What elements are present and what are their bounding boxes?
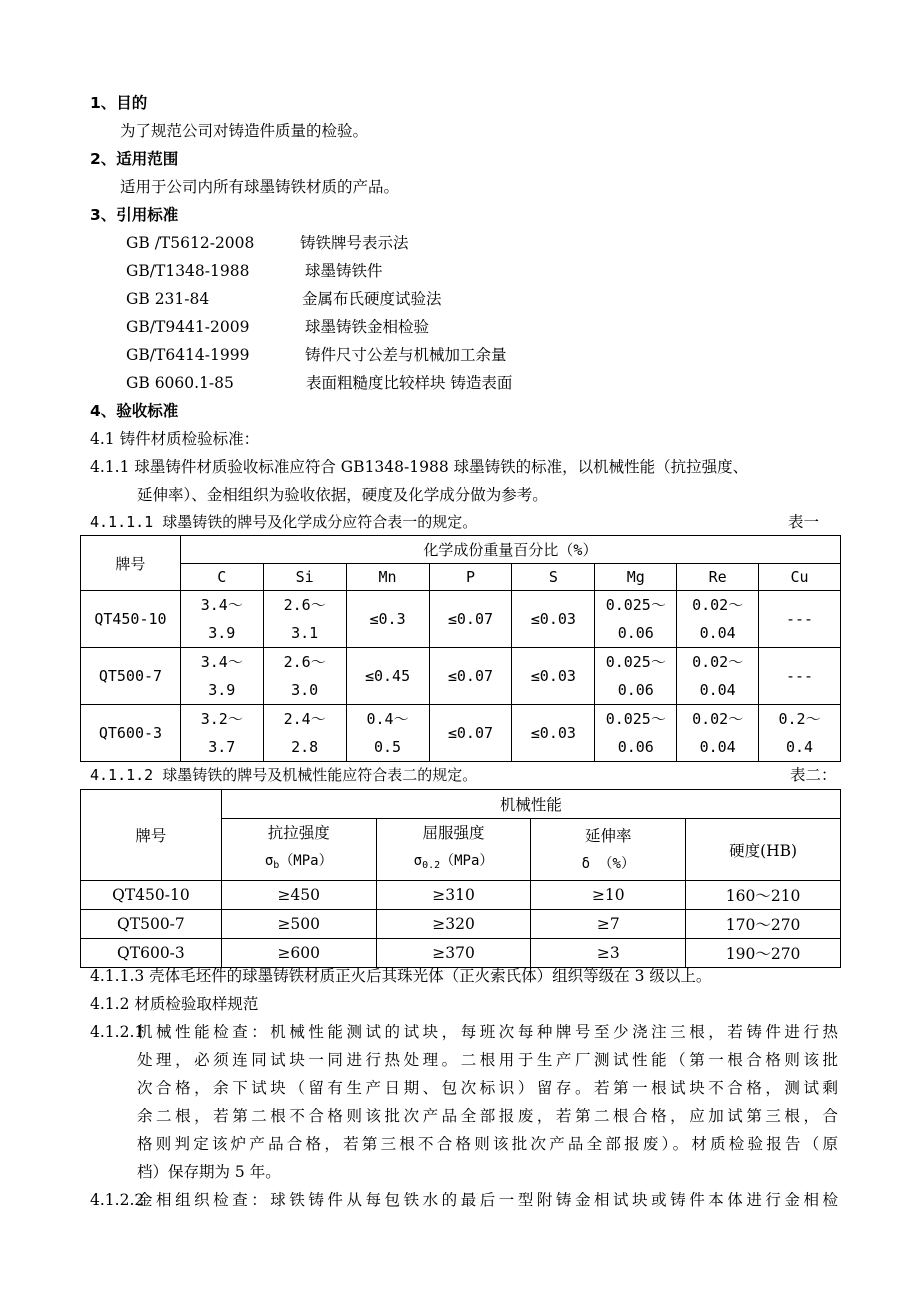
clause-4-1-1-1: 4.1.1.1 球墨铸铁的牌号及化学成分应符合表一的规定。 (90, 513, 478, 531)
value-cell: ≤0.03 (512, 705, 595, 762)
standard-name: 球墨铸铁金相检验 (305, 318, 430, 336)
section-1-heading: 1、目的 (90, 94, 148, 112)
table1-column-header: Si (263, 564, 346, 591)
table1-label: 表一 (788, 513, 820, 531)
standard-name: 球墨铸铁件 (305, 262, 383, 280)
value-cell: ≥310 (376, 881, 531, 910)
value-cell: ≤0.03 (512, 591, 595, 648)
grade-cell: QT600-3 (81, 705, 181, 762)
clause-4-1-1-3: 4.1.1.3 壳体毛坯件的球墨铸铁材质正火后其珠光体（正火索氏体）组织等级在 3 级以上。 (90, 967, 712, 985)
clause-4-1-2-2-number: 4.1.2.2 (90, 1191, 145, 1209)
table2-group-header: 机械性能 (221, 790, 840, 819)
value-cell: ≥450 (221, 881, 376, 910)
table1-column-header: Mg (595, 564, 677, 591)
table-row (81, 910, 841, 939)
standard-code: GB /T5612-2008 (126, 234, 255, 252)
standard-code: GB/T6414-1999 (126, 346, 250, 364)
value-cell: 2.6～ 3.0 (263, 648, 346, 705)
table2-tensile-header: 抗拉强度 $\sigma_b(MPa)$ (221, 819, 376, 881)
value-cell: --- (759, 648, 841, 705)
value-cell: 170～270 (686, 910, 841, 939)
value-cell: ≤0.3 (346, 591, 429, 648)
table1-column-header: S (512, 564, 595, 591)
grade-cell: QT450-10 (81, 591, 181, 648)
table2-hardness-header: 硬度(HB) (686, 819, 841, 881)
value-cell: 0.02～ 0.04 (677, 591, 759, 648)
value-cell: ≥10 (531, 881, 686, 910)
table-row (81, 881, 841, 910)
standard-name: 表面粗糙度比较样块 铸造表面 (306, 374, 513, 392)
value-cell: --- (759, 591, 841, 648)
value-cell: ≤0.07 (429, 648, 512, 705)
standard-code: GB/T1348-1988 (126, 262, 250, 280)
paragraph-line: 格则判定该炉产品合格，若第三根不合格则该批次产品全部报废）。材质检验报告（原 (137, 1135, 838, 1153)
value-cell: 3.2～ 3.7 (180, 705, 263, 762)
section-2-heading: 2、适用范围 (90, 150, 179, 168)
table1-column-header: Re (677, 564, 759, 591)
paragraph-line: 档）保存期为 5 年。 (137, 1163, 281, 1181)
table-row (81, 591, 841, 648)
value-cell: 2.6～ 3.1 (263, 591, 346, 648)
chemical-composition-table (80, 535, 841, 762)
value-cell: ≤0.03 (512, 648, 595, 705)
paragraph-line: 余二根，若第二根不合格则该批次产品全部报废，若第二根合格，应加试第三根，合 (137, 1107, 838, 1125)
table1-grade-header: 牌号 (81, 536, 181, 591)
value-cell: 0.025～ 0.06 (595, 591, 677, 648)
value-cell: 3.4～ 3.9 (180, 648, 263, 705)
value-cell: ≤0.07 (429, 591, 512, 648)
clause-4-1-1-2: 4.1.1.2 球墨铸铁的牌号及机械性能应符合表二的规定。 (90, 766, 478, 784)
mechanical-properties-table (80, 789, 841, 968)
table1-column-header: Cu (759, 564, 841, 591)
table1-column-header: P (429, 564, 512, 591)
grade-cell: QT450-10 (81, 881, 222, 910)
section-3-heading: 3、引用标准 (90, 206, 179, 224)
section-4-heading: 4、验收标准 (90, 402, 179, 420)
value-cell: 0.4～ 0.5 (346, 705, 429, 762)
value-cell: ≥370 (376, 939, 531, 968)
table1-column-header: Mn (346, 564, 429, 591)
clause-4-1-1-line2: 延伸率）、金相组织为验收依据，硬度及化学成分做为参考。 (137, 486, 548, 504)
table2-elongation-header: 延伸率 δ （%） (531, 819, 686, 881)
value-cell: 160～210 (686, 881, 841, 910)
value-cell: ≥600 (221, 939, 376, 968)
table-row (81, 648, 841, 705)
paragraph-line: 机械性能检查：机械性能测试的试块，每班次每种牌号至少浇注三根，若铸件进行热 (137, 1023, 838, 1041)
clause-4-1: 4.1 铸件材质检验标准： (90, 430, 260, 448)
clause-4-1-1-line1: 4.1.1 球墨铸件材质验收标准应符合 GB1348-1988 球墨铸铁的标准，以机械性能（抗拉强度、 (90, 458, 749, 476)
table2-grade-header: 牌号 (81, 790, 222, 881)
table2-label: 表二： (790, 766, 837, 784)
value-cell: 0.02～ 0.04 (677, 648, 759, 705)
value-cell: 0.2～ 0.4 (759, 705, 841, 762)
value-cell: ≥7 (531, 910, 686, 939)
standard-name: 铸铁牌号表示法 (300, 234, 409, 252)
table-row (81, 705, 841, 762)
value-cell: ≤0.45 (346, 648, 429, 705)
value-cell: ≥320 (376, 910, 531, 939)
paragraph-line: 金相组织检查：球铁铸件从每包铁水的最后一型附铸金相试块或铸件本体进行金相检 (137, 1191, 838, 1209)
standard-code: GB/T9441-2009 (126, 318, 250, 336)
grade-cell: QT600-3 (81, 939, 222, 968)
table2-yield-header: 屈服强度 $\sigma_{0.2}(MPa)$ (376, 819, 531, 881)
table1-group-header: 化学成份重量百分比（%） (180, 536, 840, 564)
grade-cell: QT500-7 (81, 648, 181, 705)
standard-code: GB 6060.1-85 (126, 374, 234, 392)
clause-4-1-2-2-body (137, 1186, 838, 1214)
value-cell: ≥3 (531, 939, 686, 968)
value-cell: ≤0.07 (429, 705, 512, 762)
value-cell: 0.02～ 0.04 (677, 705, 759, 762)
value-cell: 0.025～ 0.06 (595, 648, 677, 705)
value-cell: ≥500 (221, 910, 376, 939)
clause-4-1-2: 4.1.2 材质检验取样规范 (90, 995, 259, 1013)
standard-code: GB 231-84 (126, 290, 210, 308)
grade-cell: QT500-7 (81, 910, 222, 939)
value-cell: 190～270 (686, 939, 841, 968)
clause-4-1-2-1-number: 4.1.2.1 (90, 1023, 145, 1041)
value-cell: 3.4～ 3.9 (180, 591, 263, 648)
standard-name: 金属布氏硬度试验法 (302, 290, 442, 308)
clause-4-1-2-1-body (137, 1018, 838, 1186)
standard-name: 铸件尺寸公差与机械加工余量 (305, 346, 507, 364)
paragraph-line: 次合格，余下试块（留有生产日期、包次标识）留存。若第一根试块不合格，测试剩 (137, 1079, 838, 1097)
value-cell: 0.025～ 0.06 (595, 705, 677, 762)
table1-column-header: C (180, 564, 263, 591)
section-1-text: 为了规范公司对铸造件质量的检验。 (120, 122, 369, 140)
value-cell: 2.4～ 2.8 (263, 705, 346, 762)
paragraph-line: 处理，必须连同试块一同进行热处理。二根用于生产厂测试性能（第一根合格则该批 (137, 1051, 838, 1069)
section-2-text: 适用于公司内所有球墨铸铁材质的产品。 (120, 178, 400, 196)
